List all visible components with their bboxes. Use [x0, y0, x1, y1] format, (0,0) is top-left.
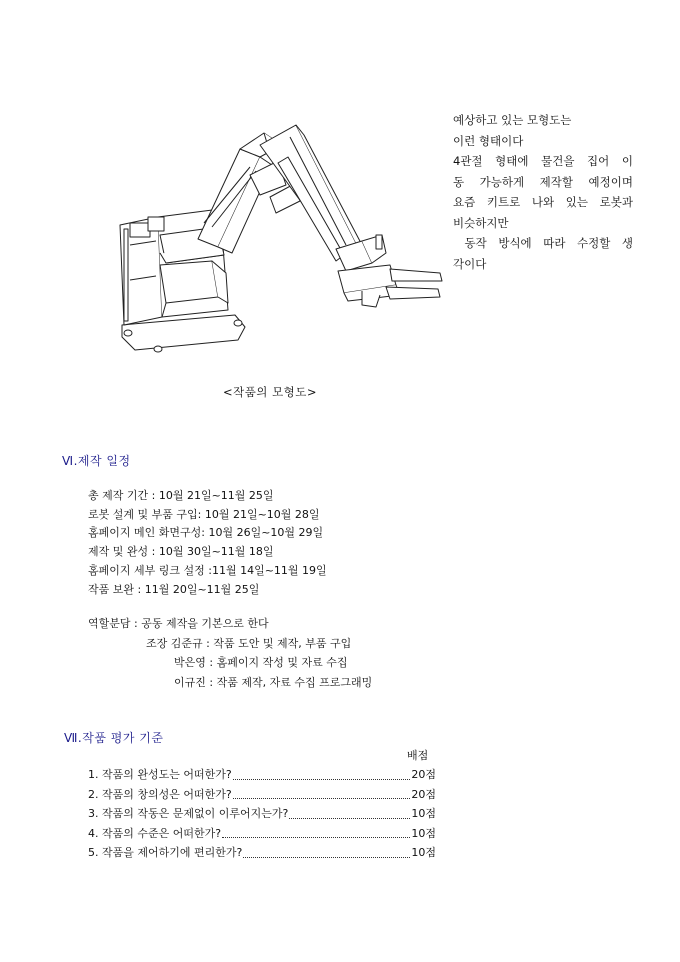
- description-line: 동 가능하게 제작할 예정이며: [453, 174, 633, 189]
- evaluation-question: 5. 작품을 제어하기에 편리한가?: [88, 846, 243, 859]
- evaluation-score: 10점: [411, 826, 436, 840]
- schedule-section-title: Ⅵ.제작 일정: [62, 454, 131, 468]
- score-column-header: 배점: [407, 749, 429, 762]
- schedule-item: 홈페이지 세부 링크 설정 :11월 14일~11월 19일: [88, 563, 327, 577]
- schedule-item: 제작 및 완성 : 10월 30일~11월 18일: [88, 545, 274, 559]
- evaluation-item: [88, 765, 436, 785]
- evaluation-score: 20점: [411, 768, 436, 781]
- description-line: 4관절 형태에 물건을 집어 이: [453, 154, 633, 168]
- gripper-finger-bottom: [386, 287, 440, 299]
- description-line: 예상하고 있는 모형도는: [453, 113, 572, 127]
- evaluation-question: 3. 작품의 작동은 문제없이 이루어지는가?: [88, 807, 289, 820]
- gripper-finger-top: [390, 269, 442, 281]
- description-line: 이런 형태이다: [453, 133, 524, 148]
- schedule-list: [88, 487, 327, 599]
- evaluation-item: [88, 785, 436, 805]
- schedule-item: 홈페이지 메인 화면구성: 10월 26일~10월 29일: [88, 526, 324, 540]
- role-member: 이규진 : 작품 제작, 자료 수집 프로그래밍: [174, 676, 373, 690]
- evaluation-list: [88, 765, 436, 863]
- evaluation-item: [88, 804, 436, 824]
- description-line: 각이다: [453, 256, 487, 271]
- description-line: 동작 방식에 따라 수정할 생: [453, 236, 633, 250]
- role-member: 조장 김준규 : 작품 도안 및 제작, 부품 구입: [146, 636, 352, 650]
- figure-caption: <작품의 모형도>: [222, 385, 318, 399]
- dot-leader: [233, 785, 411, 800]
- figure-description: [453, 110, 633, 274]
- evaluation-score: 10점: [411, 846, 436, 859]
- evaluation-item: [88, 824, 436, 844]
- evaluation-score: 10점: [411, 807, 436, 820]
- description-line: 비슷하지만: [453, 215, 509, 230]
- shoulder-servo: [160, 261, 218, 303]
- base-bolt-right: [234, 320, 242, 326]
- role-member: 박은영 : 홈페이지 작성 및 자료 수집: [174, 656, 348, 670]
- role-assignment: [88, 614, 372, 693]
- base-bolt-front: [154, 346, 162, 352]
- description-line: 요즘 키트로 나와 있는 로봇과: [453, 195, 633, 209]
- evaluation-section-title: Ⅶ.작품 평가 기준: [64, 731, 164, 745]
- schedule-item: 총 제작 기간 : 10월 21일~11월 25일: [88, 489, 274, 502]
- dot-leader: [243, 843, 410, 858]
- evaluation-score: 20점: [411, 787, 436, 801]
- evaluation-question: 1. 작품의 완성도는 어떠한가?: [88, 768, 232, 781]
- schedule-item: 로봇 설계 및 부품 구입: 10월 21일~10월 28일: [88, 507, 320, 521]
- robot-arm-drawing: [100, 105, 450, 375]
- evaluation-question: 4. 작품의 수준은 어떠한가?: [88, 826, 222, 840]
- evaluation-question: 2. 작품의 창의성은 어떠한가?: [88, 787, 232, 801]
- dot-leader: [233, 765, 411, 780]
- base-bolt-left: [124, 330, 132, 336]
- schedule-item: 작품 보완 : 11월 20일~11월 25일: [88, 582, 260, 596]
- dot-leader: [222, 824, 410, 839]
- roles-intro: 역할분담 : 공동 제작을 기본으로 한다: [88, 617, 269, 630]
- dot-leader: [289, 804, 410, 819]
- evaluation-item: [88, 843, 436, 863]
